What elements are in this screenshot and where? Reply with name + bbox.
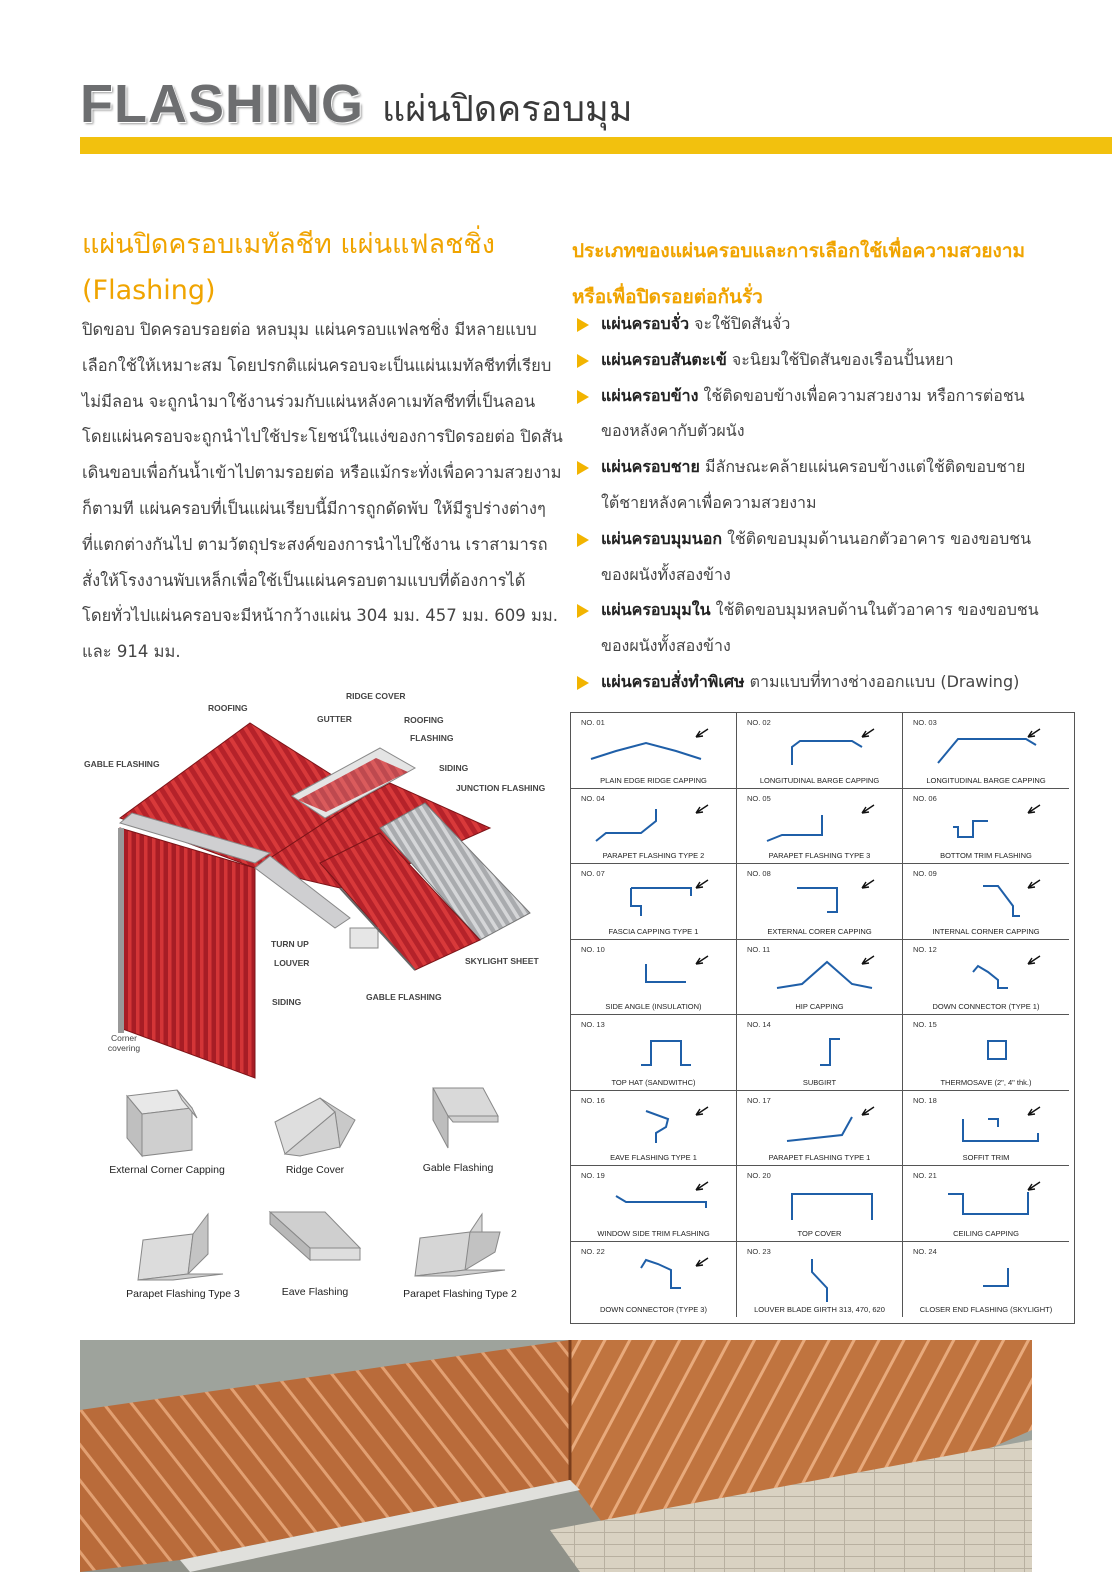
profile-shape bbox=[641, 1041, 691, 1065]
external-corner-capping-image bbox=[122, 1088, 212, 1160]
eave-flashing-image bbox=[265, 1208, 365, 1282]
item-desc-cont: ของผนังทั้งสองข้าง bbox=[601, 564, 731, 584]
profile-cell bbox=[903, 1091, 1069, 1167]
profile-shape bbox=[596, 809, 656, 841]
direction-arrow-icon bbox=[862, 956, 874, 964]
profile-drawing bbox=[586, 952, 721, 1002]
profile-shape bbox=[787, 1117, 852, 1141]
profile-number: NO. 24 bbox=[913, 1246, 937, 1256]
bullet-arrow-icon bbox=[577, 318, 589, 332]
item-desc-cont: ใต้ชายหลังคาเพื่อความสวยงาม bbox=[601, 492, 817, 512]
list-item bbox=[577, 664, 1097, 700]
sample-external-corner-capping bbox=[102, 1088, 232, 1176]
profile-name: TOP HAT (SANDWITHC) bbox=[611, 1077, 696, 1087]
profile-drawing bbox=[752, 952, 887, 1002]
roof-illustration bbox=[80, 688, 560, 1088]
left-heading-line: แผ่นปิดครอบเมทัลชีท แผ่นแฟลชชิ่ง bbox=[82, 229, 495, 260]
item-desc: จะใช้ปิดสันจั่ว bbox=[694, 314, 791, 333]
profile-cell bbox=[903, 1166, 1069, 1242]
profile-drawing bbox=[752, 801, 887, 851]
profile-name: EAVE FLASHING TYPE 1 bbox=[610, 1153, 697, 1162]
profile-number: NO. 06 bbox=[913, 793, 937, 803]
bullet-arrow-icon bbox=[577, 604, 589, 618]
roof-flashing-diagram bbox=[80, 688, 560, 1088]
profile-shape bbox=[938, 739, 1036, 763]
profile-cell bbox=[903, 1242, 1069, 1318]
profile-cell bbox=[571, 940, 737, 1016]
profile-shape bbox=[777, 962, 872, 988]
profile-cell bbox=[737, 1166, 903, 1242]
direction-arrow-icon bbox=[696, 880, 708, 888]
profile-number: NO. 23 bbox=[747, 1246, 771, 1256]
profile-number: NO. 20 bbox=[747, 1171, 771, 1180]
profile-shape bbox=[616, 1196, 706, 1208]
sample-caption: Parapet Flashing Type 2 bbox=[403, 1288, 517, 1300]
profile-cell bbox=[571, 713, 737, 789]
callout-louver: LOUVER bbox=[274, 958, 310, 968]
profile-shape bbox=[963, 1119, 1038, 1141]
profile-shape bbox=[797, 888, 837, 912]
body-line: ปิดขอบ ปิดครอบรอยต่อ หลบมุม แผ่นครอบแฟลชชิ่ง มีหลายแบบ bbox=[82, 320, 537, 339]
callout-flashing: FLASHING bbox=[410, 733, 454, 743]
profile-shape bbox=[983, 886, 1020, 916]
profile-number: NO. 05 bbox=[747, 793, 771, 803]
callout-gutter: GUTTER bbox=[317, 714, 352, 724]
profile-number: NO. 08 bbox=[747, 869, 771, 878]
profile-drawing bbox=[918, 1254, 1053, 1304]
profile-number: NO. 10 bbox=[581, 944, 605, 954]
profile-drawing bbox=[586, 1027, 721, 1077]
profile-cell bbox=[903, 864, 1069, 940]
body-line: ที่แตกต่างกันไป ตามวัตถุประสงค์ของการนำไปใช้งาน เราสามารถ bbox=[82, 534, 548, 554]
profile-drawing bbox=[918, 876, 1053, 926]
item-desc: ใช้ติดขอบข้างเพื่อความสวยงาม หรือการต่อชน bbox=[703, 385, 1025, 405]
profile-name: PARAPET FLASHING TYPE 2 bbox=[602, 851, 705, 860]
sample-caption: Eave Flashing bbox=[281, 1286, 349, 1298]
item-desc-cont: ของผนังทั้งสองข้าง bbox=[601, 636, 731, 656]
profile-shape bbox=[948, 1192, 1028, 1214]
header-accent-bar bbox=[80, 137, 1112, 154]
callout-ridge-cover: RIDGE COVER bbox=[346, 691, 406, 701]
profile-number: NO. 04 bbox=[581, 793, 605, 803]
left-body-text bbox=[82, 312, 563, 670]
profile-name: HIP CAPPING bbox=[795, 1002, 844, 1011]
profile-cell bbox=[571, 864, 737, 940]
profile-name: WINDOW SIDE TRIM FLASHING bbox=[597, 1228, 710, 1238]
list-item bbox=[577, 306, 1097, 342]
direction-arrow-icon bbox=[1028, 880, 1040, 888]
item-desc: ใช้ติดขอบมุมหลบด้านในตัวอาคาร ของขอบชน bbox=[715, 600, 1039, 620]
profile-number: NO. 21 bbox=[913, 1171, 937, 1180]
item-desc: ตามแบบที่ทางช่างออกแบบ (Drawing) bbox=[749, 671, 1020, 691]
profile-name: PARAPET FLASHING TYPE 3 bbox=[768, 851, 871, 860]
sample-eave-flashing bbox=[250, 1208, 380, 1298]
profile-name: LONGITUDINAL BARGE CAPPING bbox=[926, 775, 1046, 785]
profile-number: NO. 13 bbox=[581, 1020, 605, 1029]
direction-arrow-icon bbox=[696, 956, 708, 964]
direction-arrow-icon bbox=[1028, 1107, 1040, 1115]
profile-cell bbox=[903, 1015, 1069, 1091]
profile-drawing bbox=[918, 801, 1053, 851]
profile-cell bbox=[903, 940, 1069, 1016]
right-heading-line: หรือเพื่อปิดรอยต่อกันรั่ว bbox=[572, 286, 763, 308]
profile-number: NO. 07 bbox=[581, 869, 605, 878]
profile-number: NO. 11 bbox=[747, 944, 771, 954]
profile-shape bbox=[988, 1041, 1006, 1059]
profile-shape bbox=[792, 741, 862, 765]
profile-cell bbox=[737, 1015, 903, 1091]
direction-arrow-icon bbox=[696, 1258, 708, 1266]
profile-drawing bbox=[586, 801, 721, 851]
profile-name: PLAIN EDGE RIDGE CAPPING bbox=[600, 775, 707, 785]
profile-shape bbox=[973, 966, 1008, 988]
list-item bbox=[577, 592, 1097, 664]
profile-name: LONGITUDINAL BARGE CAPPING bbox=[759, 775, 880, 785]
profile-shape bbox=[767, 815, 822, 841]
callout-roofing-right: ROOFING bbox=[404, 715, 444, 725]
direction-arrow-icon bbox=[862, 805, 874, 813]
profile-shape bbox=[820, 1039, 840, 1065]
profile-drawing bbox=[918, 725, 1053, 775]
profile-drawing bbox=[586, 876, 721, 926]
item-desc: ใช้ติดขอบมุมด้านนอกตัวอาคาร ของขอบชน bbox=[727, 528, 1032, 548]
item-term: แผ่นครอบชาย bbox=[601, 457, 700, 477]
profile-number: NO. 01 bbox=[581, 718, 605, 727]
profile-name: DOWN CONNECTOR (TYPE 3) bbox=[600, 1305, 707, 1314]
item-term: แผ่นครอบมุมนอก bbox=[601, 528, 723, 548]
bullet-arrow-icon bbox=[577, 354, 589, 368]
body-line: สั่งให้โรงงานพับเหล็กเพื่อใช้เป็นแผ่นครอบตามแบบที่ต้องการได้ bbox=[82, 570, 526, 590]
direction-arrow-icon bbox=[1028, 956, 1040, 964]
profile-name: FASCIA CAPPING TYPE 1 bbox=[608, 926, 699, 936]
profile-cell bbox=[571, 1015, 737, 1091]
bullet-arrow-icon bbox=[577, 676, 589, 690]
profile-shape bbox=[812, 1259, 827, 1302]
flashing-type-list bbox=[577, 306, 1097, 700]
callout-junction-flashing: JUNCTION FLASHING bbox=[456, 783, 546, 793]
profile-name: EXTERNAL CORER CAPPING bbox=[767, 926, 872, 936]
profile-drawing bbox=[752, 1027, 887, 1077]
profile-name: CLOSER END FLASHING (SKYLIGHT) bbox=[919, 1305, 1053, 1314]
profile-name: THERMOSAVE (2", 4" thk.) bbox=[940, 1077, 1032, 1087]
roof-photo-image bbox=[80, 1340, 1032, 1572]
sample-caption: Gable Flashing bbox=[422, 1162, 494, 1174]
profile-cell bbox=[571, 1166, 737, 1242]
profile-cell bbox=[737, 1091, 903, 1167]
profile-number: NO. 03 bbox=[913, 718, 937, 727]
direction-arrow-icon bbox=[862, 729, 874, 737]
profile-cell bbox=[737, 864, 903, 940]
profile-cell bbox=[903, 713, 1069, 789]
right-heading-line: ประเภทของแผ่นครอบและการเลือกใช้เพื่อความสวยงาม bbox=[572, 240, 1026, 262]
profile-drawing bbox=[586, 1103, 721, 1153]
body-line: โดยแผ่นครอบจะถูกนำไปใช้ประโยชน์ในแง่ของการปิดรอยต่อ ปิดสัน bbox=[82, 427, 563, 447]
profile-cell bbox=[571, 1242, 737, 1318]
sample-caption: External Corner Capping bbox=[109, 1164, 225, 1176]
profile-drawing bbox=[586, 1178, 721, 1228]
sample-parapet-flashing-type-3 bbox=[118, 1210, 248, 1300]
body-line: ไม่มีลอน จะถูกนำมาใช้งานร่วมกับแผ่นหลังคาเมทัลชีทที่เป็นลอน bbox=[82, 391, 536, 411]
profile-name: PARAPET FLASHING TYPE 1 bbox=[768, 1153, 871, 1162]
callout-gable-flashing-top: GABLE FLASHING bbox=[84, 759, 160, 769]
profile-shape bbox=[646, 1111, 668, 1143]
parapet-flashing-type-2-image bbox=[410, 1210, 510, 1284]
callout-turn-up: TURN UP bbox=[271, 939, 309, 949]
callout-siding-top: SIDING bbox=[439, 763, 469, 773]
profile-number: NO. 16 bbox=[581, 1095, 605, 1105]
profile-shape bbox=[631, 888, 691, 916]
direction-arrow-icon bbox=[862, 880, 874, 888]
sample-caption: Parapet Flashing Type 3 bbox=[126, 1288, 240, 1300]
roof-photo bbox=[80, 1340, 1032, 1572]
direction-arrow-icon bbox=[1028, 1182, 1040, 1190]
profile-drawing bbox=[586, 1254, 721, 1304]
direction-arrow-icon bbox=[862, 1107, 874, 1115]
direction-arrow-icon bbox=[1028, 805, 1040, 813]
list-item bbox=[577, 521, 1097, 593]
profile-drawing bbox=[752, 1254, 887, 1304]
profile-number: NO. 15 bbox=[913, 1020, 937, 1029]
direction-arrow-icon bbox=[696, 1107, 708, 1115]
ridge-cover-image bbox=[270, 1092, 360, 1160]
profile-number: NO. 19 bbox=[581, 1171, 605, 1180]
profile-name: SUBGIRT bbox=[802, 1077, 837, 1087]
page-subtitle-thai: แผ่นปิดครอบมุม bbox=[382, 89, 633, 130]
profile-drawing bbox=[918, 1178, 1053, 1228]
profile-name: SOFFIT TRIM bbox=[962, 1153, 1010, 1162]
body-line: เดินขอบเพื่อกันน้ำเข้าไปตามรอยต่อ หรือแม้กระทั่งเพื่อความสวยงาม bbox=[82, 463, 562, 483]
profile-shape bbox=[646, 964, 686, 982]
left-section-heading bbox=[82, 222, 552, 314]
body-line: โดยทั่วไปแผ่นครอบจะมีหน้ากว้างแผ่น 304 มม. 457 มม. 609 มม. bbox=[82, 606, 558, 626]
direction-arrow-icon bbox=[1028, 729, 1040, 737]
profile-name: TOP COVER bbox=[797, 1228, 842, 1238]
profile-shape bbox=[591, 743, 701, 759]
item-desc-cont: ของหลังคากับตัวผนัง bbox=[601, 421, 745, 441]
direction-arrow-icon bbox=[696, 729, 708, 737]
body-line: และ 914 มม. bbox=[82, 642, 181, 662]
parapet-flashing-type-3-image bbox=[133, 1210, 233, 1284]
gable-flashing-image bbox=[413, 1086, 503, 1158]
profile-drawing bbox=[752, 1178, 887, 1228]
profile-shape bbox=[792, 1194, 872, 1220]
profile-drawing bbox=[918, 952, 1053, 1002]
profile-cell bbox=[571, 1091, 737, 1167]
profile-name: DOWN CONNECTOR (TYPE 1) bbox=[932, 1002, 1040, 1011]
profile-drawing bbox=[918, 1103, 1053, 1153]
item-term: แผ่นครอบจั่ว bbox=[601, 314, 690, 333]
profile-name: INTERNAL CORNER CAPPING bbox=[932, 926, 1040, 936]
left-heading-line: (Flashing) bbox=[82, 275, 216, 306]
profile-shape bbox=[953, 821, 988, 837]
list-item bbox=[577, 378, 1097, 450]
body-line: เลือกใช้ให้เหมาะสม โดยปรกติแผ่นครอบจะเป็นแผ่นเมทัลชีทที่เรียบ bbox=[82, 355, 552, 375]
callout-skylight-sheet: SKYLIGHT SHEET bbox=[465, 956, 539, 966]
profile-drawing bbox=[752, 725, 887, 775]
direction-arrow-icon bbox=[696, 1182, 708, 1190]
item-term: แผ่นครอบสันตะเข้ bbox=[601, 349, 727, 369]
item-term: แผ่นครอบสั่งทำพิเศษ bbox=[601, 671, 745, 691]
profile-number: NO. 22 bbox=[581, 1246, 605, 1256]
item-term: แผ่นครอบมุมใน bbox=[601, 600, 711, 620]
profile-name: CEILING CAPPING bbox=[953, 1228, 1019, 1238]
sample-caption: Ridge Cover bbox=[285, 1164, 345, 1176]
item-desc: จะนิยมใช้ปิดสันของเรือนปั้นหยา bbox=[731, 349, 954, 369]
profile-cell bbox=[737, 789, 903, 865]
bullet-arrow-icon bbox=[577, 390, 589, 404]
list-item bbox=[577, 342, 1097, 378]
profile-name: LOUVER BLADE GIRTH 313, 470, 620 bbox=[754, 1305, 885, 1314]
profile-cell bbox=[903, 789, 1069, 865]
bullet-arrow-icon bbox=[577, 461, 589, 475]
profile-drawing bbox=[586, 725, 721, 775]
callout-siding-bottom: SIDING bbox=[272, 997, 302, 1007]
profile-shape bbox=[983, 1268, 1008, 1286]
callout-gable-flashing-bottom: GABLE FLASHING bbox=[366, 992, 442, 1002]
profile-name: SIDE ANGLE (INSULATION) bbox=[605, 1002, 702, 1011]
profile-name: BOTTOM TRIM FLASHING bbox=[940, 851, 1032, 860]
profile-number: NO. 17 bbox=[747, 1095, 771, 1105]
body-line: ก็ตามที แผ่นครอบที่เป็นแผ่นเรียบนี้มีการถูกดัดพับ ให้มีรูปร่างต่างๆ bbox=[82, 498, 546, 518]
profile-cell bbox=[737, 713, 903, 789]
page-title: FLASHING bbox=[80, 74, 364, 134]
profile-cell bbox=[571, 789, 737, 865]
callout-corner-covering: Corner covering bbox=[107, 1033, 141, 1053]
item-term: แผ่นครอบข้าง bbox=[601, 385, 699, 405]
item-desc: มีลักษณะคล้ายแผ่นครอบข้างแต่ใช้ติดขอบชาย bbox=[705, 457, 1026, 477]
profile-number: NO. 18 bbox=[913, 1095, 937, 1105]
profile-shape bbox=[641, 1260, 681, 1288]
profile-drawing bbox=[752, 1103, 887, 1153]
profile-drawing bbox=[752, 876, 887, 926]
profile-number: NO. 02 bbox=[747, 718, 771, 727]
profile-number: NO. 12 bbox=[913, 944, 937, 954]
profile-cell bbox=[737, 1242, 903, 1318]
direction-arrow-icon bbox=[696, 805, 708, 813]
sample-gable-flashing bbox=[393, 1086, 523, 1174]
profile-number: NO. 14 bbox=[747, 1020, 771, 1029]
list-item bbox=[577, 449, 1097, 521]
sample-parapet-flashing-type-2 bbox=[395, 1210, 525, 1300]
profile-drawing bbox=[918, 1027, 1053, 1077]
bullet-arrow-icon bbox=[577, 533, 589, 547]
profile-number: NO. 09 bbox=[913, 869, 937, 878]
callout-roofing-left: ROOFING bbox=[208, 703, 248, 713]
flashing-profile-grid bbox=[570, 712, 1075, 1324]
profile-cell bbox=[737, 940, 903, 1016]
sample-ridge-cover bbox=[250, 1092, 380, 1176]
